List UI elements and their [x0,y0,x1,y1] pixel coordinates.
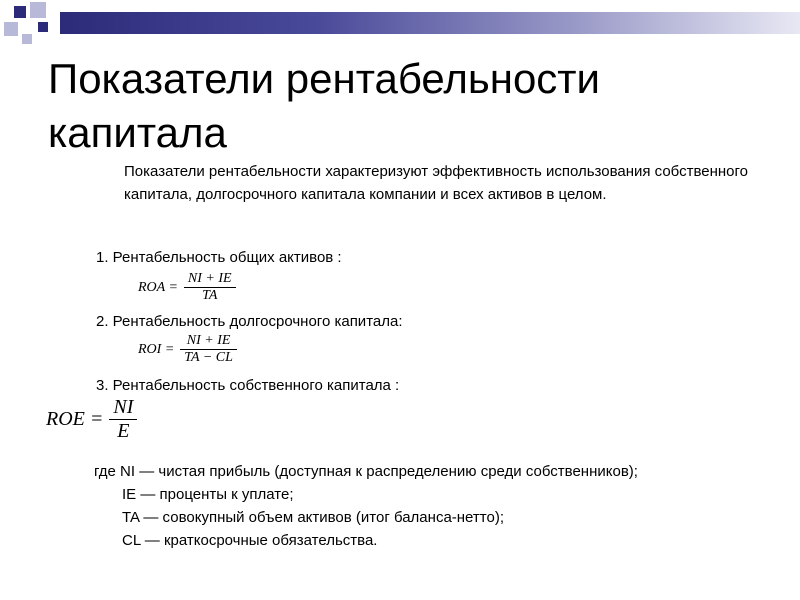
formula-lhs: ROI = [138,341,175,357]
formula-fraction [109,396,137,443]
decor-square [4,22,18,36]
intro-text: Показатели рентабельности характеризуют эффективность использования собственного капитала, долгосрочного капитала компании и всех активов в целом. [124,163,749,203]
item-roe-label: 3. Рентабельность собственного капитала : [96,377,400,394]
formula-denominator: TA − CL [184,350,233,365]
formula-denominator: E [117,420,130,442]
legend-line-ni: где NI — чистая прибыль (доступная к распределению среди собственников); [94,463,638,480]
formula-roe [46,396,137,443]
decor-square [22,34,32,44]
decor-square [30,2,46,18]
formula-fraction [184,271,236,304]
item-roi-label: 2. Рентабельность долгосрочного капитала: [96,313,403,330]
title-line-2: капитала [48,109,227,156]
decor-square [38,22,48,32]
slide-title [48,52,768,160]
formula-roa [138,271,236,304]
title-line-1: Показатели рентабельности [48,55,601,102]
formula-lhs: ROA = [138,279,178,295]
formula-roi [138,333,237,366]
formula-fraction [180,333,237,366]
legend-line-ta: TA — совокупный объем активов (итог баланса-нетто); [122,509,504,526]
header-gradient-band [60,12,800,34]
formula-numerator: NI + IE [187,271,232,286]
formula-lhs: ROE = [46,408,104,430]
formula-numerator: NI + IE [186,333,231,348]
legend-line-cl: CL — краткосрочные обязательства. [122,532,378,549]
decor-square [14,6,26,18]
formula-denominator: TA [202,288,218,303]
formula-numerator: NI [113,396,134,418]
legend-line-ie: IE — проценты к уплате; [122,486,294,503]
item-roa-label: 1. Рентабельность общих активов : [96,249,342,266]
